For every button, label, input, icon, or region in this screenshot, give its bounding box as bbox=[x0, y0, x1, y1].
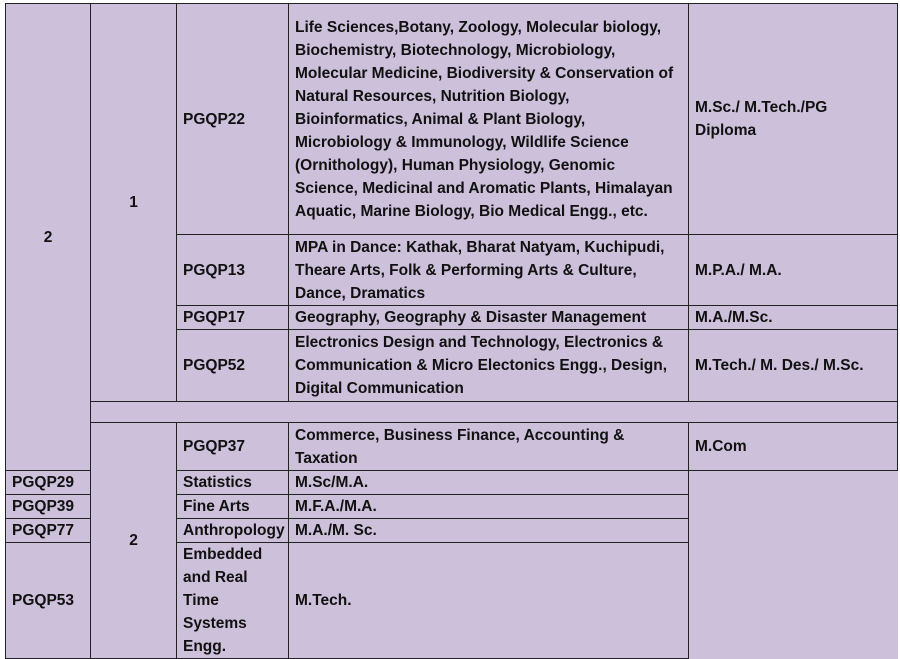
programme-subjects: Electronics Design and Technology, Electronics & Communication & Micro Electonics Engg., Design, Digital Communication bbox=[289, 330, 689, 402]
programme-code: PGQP17 bbox=[177, 306, 289, 330]
programme-subjects: MPA in Dance: Kathak, Bharat Natyam, Kuchipudi, Theare Arts, Folk & Performing Arts & Culture, Dance, Dramatics bbox=[289, 235, 689, 306]
programme-table bbox=[5, 3, 898, 659]
programme-code: PGQP53 bbox=[6, 543, 91, 659]
table-row bbox=[6, 423, 898, 471]
programme-subjects: Life Sciences,Botany, Zoology, Molecular biology, Biochemistry, Biotechnology, Microbiology, Molecular Medicine, Biodiversity & Conservation of Natural Resources, Nutrition Biology, Bioinformatics, Animal & Plant Biology, Microbiology & Immunology, Wildlife Science (Ornithology), Human Physiology, Genomic Science, Medicinal and Aromatic Plants, Himalayan Aquatic, Marine Biology, Bio Medical Engg., etc. bbox=[289, 4, 689, 235]
programme-degree: M.Tech. bbox=[289, 543, 689, 659]
group-number: 2 bbox=[91, 423, 177, 659]
programme-subjects: Fine Arts bbox=[177, 495, 289, 519]
programme-code: PGQP13 bbox=[177, 235, 289, 306]
programme-degree: M.Com bbox=[689, 423, 898, 471]
programme-code: PGQP52 bbox=[177, 330, 289, 402]
programme-code: PGQP29 bbox=[6, 471, 91, 495]
programme-code: PGQP37 bbox=[177, 423, 289, 471]
programme-subjects: Geography, Geography & Disaster Management bbox=[289, 306, 689, 330]
spacer-cell bbox=[91, 402, 898, 423]
programme-subjects: Anthropology bbox=[177, 519, 289, 543]
programme-degree: M.Sc./ M.Tech./PG Diploma bbox=[689, 4, 898, 235]
group-number: 1 bbox=[91, 4, 177, 402]
programme-code: PGQP22 bbox=[177, 4, 289, 235]
programme-degree: M.Sc/M.A. bbox=[289, 471, 689, 495]
outer-group-number: 2 bbox=[6, 4, 91, 471]
programme-degree: M.P.A./ M.A. bbox=[689, 235, 898, 306]
programme-code: PGQP77 bbox=[6, 519, 91, 543]
programme-degree: M.A./M.Sc. bbox=[689, 306, 898, 330]
programme-subjects: Commerce, Business Finance, Accounting & Taxation bbox=[289, 423, 689, 471]
spacer-row bbox=[6, 402, 898, 423]
programme-subjects: Embedded and Real Time Systems Engg. bbox=[177, 543, 289, 659]
programme-degree: M.Tech./ M. Des./ M.Sc. bbox=[689, 330, 898, 402]
programme-degree: M.A./M. Sc. bbox=[289, 519, 689, 543]
table-row bbox=[6, 4, 898, 235]
programme-code: PGQP39 bbox=[6, 495, 91, 519]
programme-degree: M.F.A./M.A. bbox=[289, 495, 689, 519]
programme-subjects: Statistics bbox=[177, 471, 289, 495]
